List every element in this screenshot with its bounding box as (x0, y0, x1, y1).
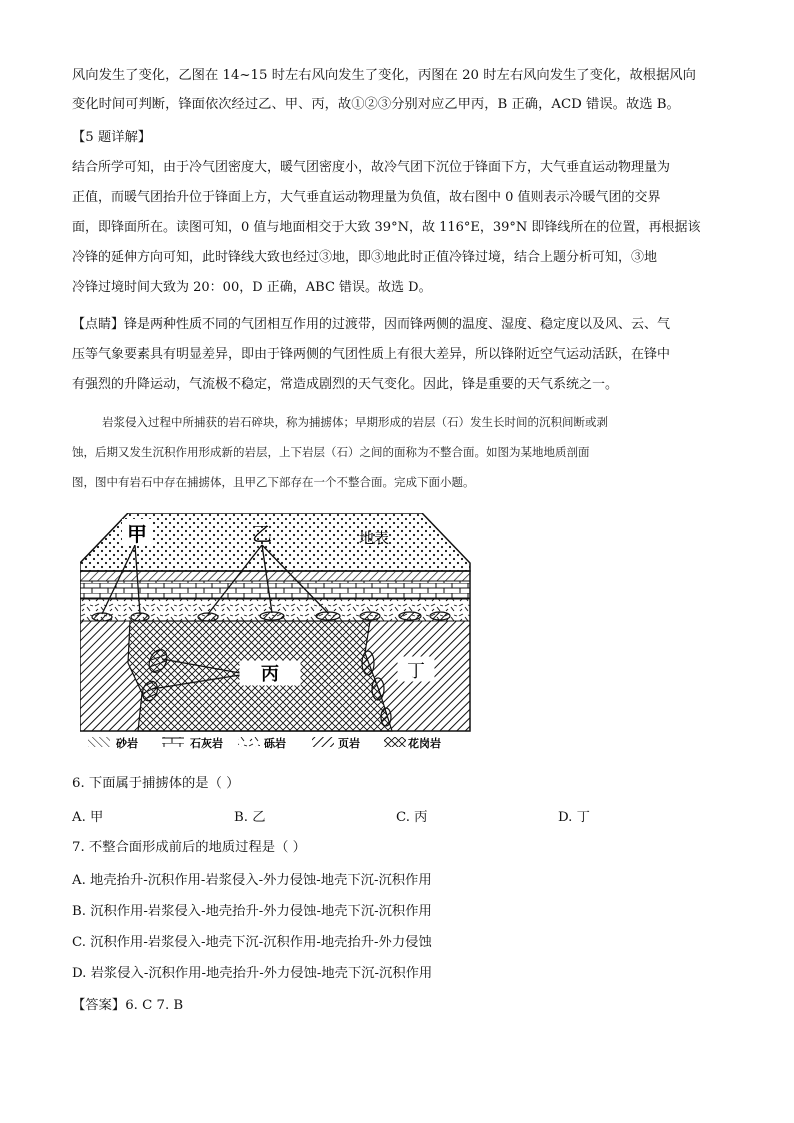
q5-line-5: 冷锋过境时间大致为 20：00，D 正确，ABC 错误。故选 D。 (72, 280, 432, 295)
label-ding: 丁 (407, 661, 425, 682)
q5-line-4: 冷锋的延伸方向可知，此时锋线大致也经过③地，即③地此时正值冷锋过境，结合上题分析可知，③地 (72, 250, 658, 265)
q6-stem: 6. 下面属于捕掳体的是（ ） (72, 776, 240, 791)
label-bing: 丙 (261, 664, 279, 685)
legend-conglomerate: 砾岩 (264, 737, 286, 750)
answer-text: 6. C 7. B (125, 998, 184, 1013)
intro-line-2: 蚀，后期又发生沉积作用形成新的岩层，上下岩层（石）之间的面称为不整合面。如图为某地地质剖面 (72, 445, 590, 459)
intro-line-1: 岩浆侵入过程中所捕获的岩石碎块，称为捕掳体；早期形成的岩层（石）发生长时间的沉积间断或剥 (102, 415, 608, 429)
q7-option-a: A. 地壳抬升-沉积作用-岩浆侵入-外力侵蚀-地壳下沉-沉积作用 (72, 873, 432, 888)
q6-option-a: A. 甲 (72, 810, 104, 825)
q5-line-1: 结合所学可知，由于冷气团密度大，暖气团密度小，故冷气团下沉位于锋面下方，大气垂直运动物理量为 (72, 160, 671, 175)
q7-option-c: C. 沉积作用-岩浆侵入-地壳下沉-沉积作用-地壳抬升-外力侵蚀 (72, 935, 432, 950)
q7-option-b: B. 沉积作用-岩浆侵入-地壳抬升-外力侵蚀-地壳下沉-沉积作用 (72, 904, 432, 919)
q5-line-3: 面，即锋面所在。读图可知，0 值与地面相交于大致 39°N，故 116°E，39°N 即锋线所在的位置，再根据该 (72, 220, 701, 235)
q6-option-b: B. 乙 (234, 810, 266, 825)
q7-option-d: D. 岩浆侵入-沉积作用-地壳抬升-外力侵蚀-地壳下沉-沉积作用 (72, 966, 433, 981)
tip-line-3: 有强烈的升降运动，气流极不稳定，常造成剧烈的天气变化。因此，锋是重要的天气系统之一。 (72, 377, 619, 392)
tip-line-1: 【点睛】锋是两种性质不同的气团相互作用的过渡带，因而锋两侧的温度、湿度、稳定度以及风、云、气 (72, 317, 671, 332)
label-surface: 地表 (358, 529, 390, 547)
q5-heading: 【5 题详解】 (72, 130, 152, 145)
legend-limestone: 石灰岩 (190, 737, 223, 750)
q6-option-c: C. 丙 (396, 810, 428, 825)
legend-shale: 页岩 (338, 737, 360, 750)
geologic-cross-section (80, 513, 472, 753)
q6-option-d: D. 丁 (558, 810, 590, 825)
answer-line-1: 风向发生了变化，乙图在 14~15 时左右风向发生了变化，丙图在 20 时左右风向发生了变化，故根据风向 (72, 68, 696, 83)
legend-sandstone: 砂岩 (116, 737, 138, 750)
answer-label: 【答案】 (72, 998, 126, 1013)
answer-line-2: 变化时间可判断，锋面依次经过乙、甲、丙，故①②③分别对应乙甲丙，B 正确，ACD 错误。故选 B。 (72, 97, 680, 112)
answer-row (72, 994, 183, 1013)
intro-line-3: 图，图中有岩石中存在捕掳体，且甲乙下部存在一个不整合面。完成下面小题。 (72, 475, 475, 489)
label-jia: 甲 (127, 522, 147, 546)
q5-line-2: 正值，而暖气团抬升位于锋面上方，大气垂直运动物理量为负值，故右图中 0 值则表示冷暖气团的交界 (72, 190, 661, 205)
q7-stem: 7. 不整合面形成前后的地质过程是（ ） (72, 840, 306, 855)
label-yi: 乙 (252, 522, 272, 546)
tip-line-2: 压等气象要素具有明显差异，即由于锋两侧的气团性质上有很大差异，所以锋附近空气运动活跃，在锋中 (72, 347, 671, 362)
legend-granite: 花岗岩 (408, 737, 441, 750)
legend (88, 736, 441, 750)
